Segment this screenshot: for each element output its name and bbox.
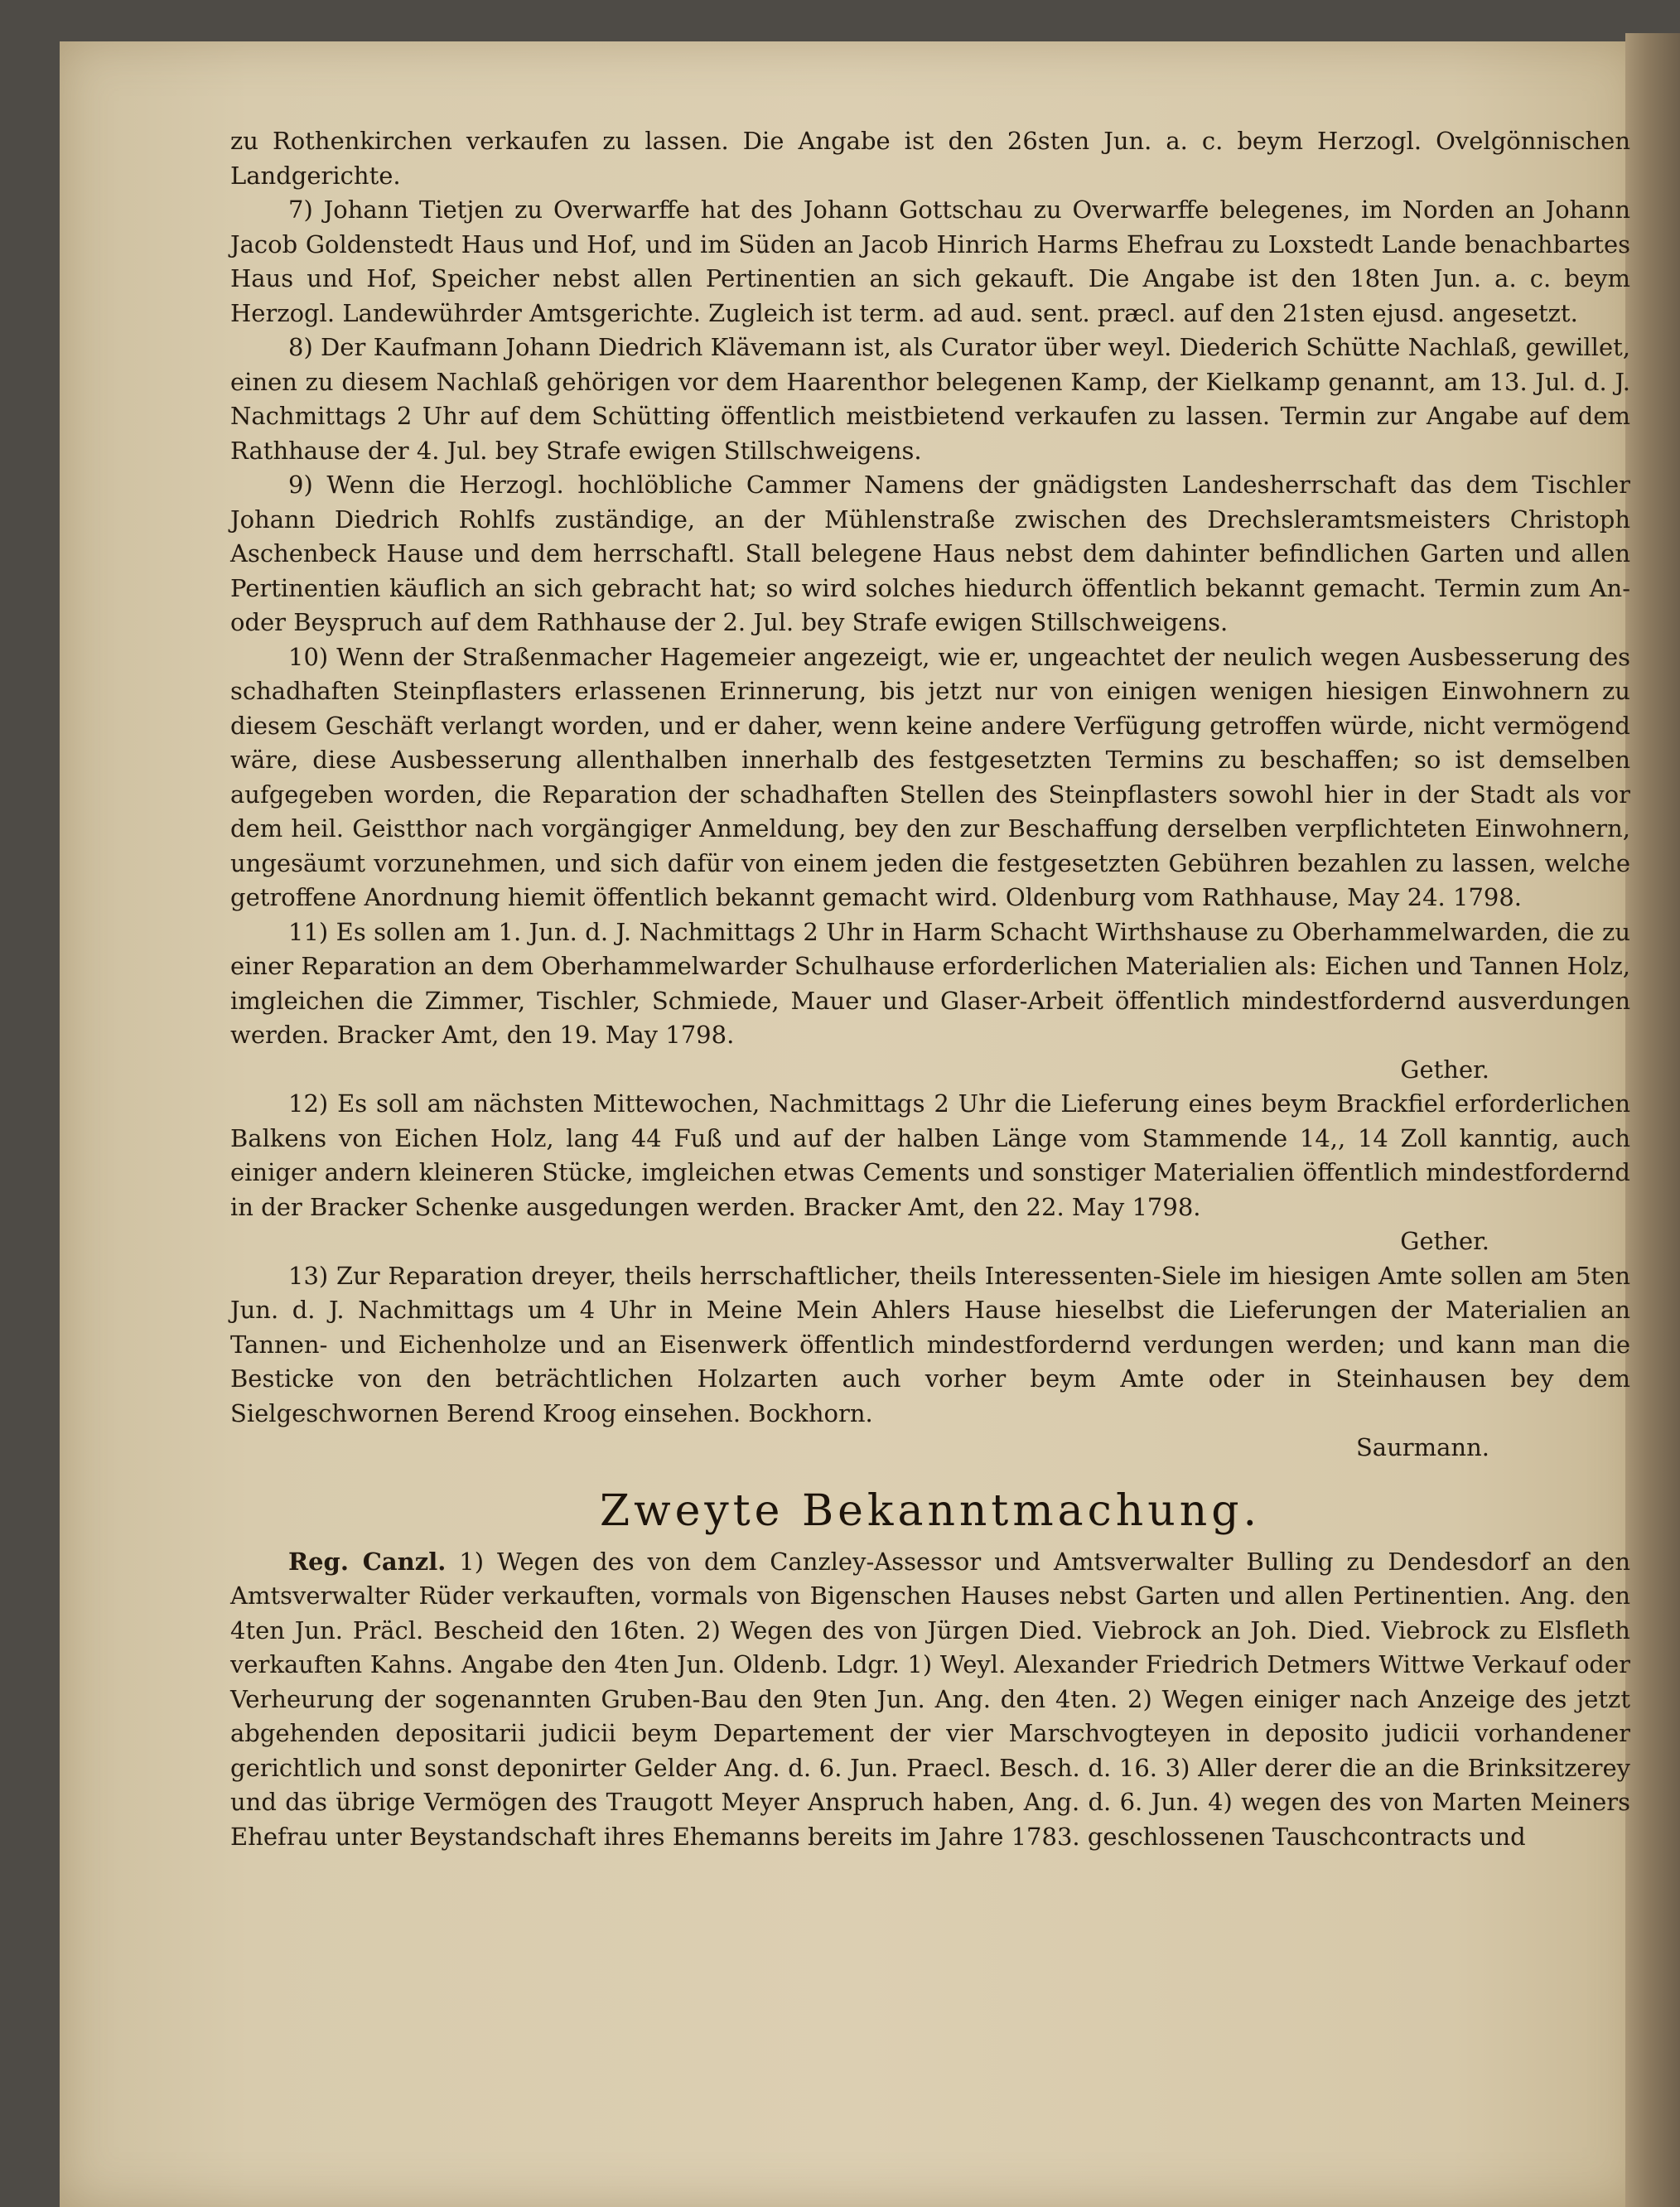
- paragraph-text: 7) Johann Tietjen zu Overwarffe hat des Johann Gottschau zu Overwarffe belegenes, im Norden an Johann Jacob Goldenstedt Haus und Hof, und im Süden an Jacob Hinrich Harms Ehefrau zu Loxstedt Lande benachbartes Haus und Hof, Speicher nebst allen Pertinentien an sich gekauft. Die Angabe ist den 18ten Jun. a. c. beym Herzogl. Landewührder Amtsgerichte. Zugleich ist term. ad aud. sent. præcl. auf den 21sten ejusd. angesetzt.: [230, 196, 1630, 327]
- signature: Saurmann.: [1355, 1433, 1489, 1461]
- paragraph-continuation: [230, 124, 1630, 193]
- paragraph-text: 13) Zur Reparation dreyer, theils herrschaftlicher, theils Interessenten-Siele im hiesigen Amte sollen am 5ten Jun. d. J. Nachmittags um 4 Uhr in Meine Mein Ahlers Hause hieselbst die Lieferungen der Materialien an Tannen- und Eichenholze und an Eisenwerk öffentlich mindestfordernd verdungen werden; und kann man die Besticke von den beträchtlichen Holzarten auch vorher beym Amte oder in Steinhausen bey dem Sielgeschwornen Berend Kroog einsehen. Bockhorn.: [230, 1261, 1630, 1427]
- paragraph-text: 9) Wenn die Herzogl. hochlöbliche Cammer Namens der gnädigsten Landesherrschaft das dem Tischler Johann Diedrich Rohlfs zuständige, an der Mühlenstraße zwischen des Drechsleramtsmeisters Christoph Aschenbeck Hause und dem herrschaftl. Stall belegene Haus nebst dem dahinter befindlichen Garten und allen Pertinentien käuflich an sich gebracht hat; so wird solches hiedurch öffentlich bekannt gemacht. Termin zum An- oder Beyspruch auf dem Rathhause der 2. Jul. bey Strafe ewigen Stillschweigens.: [230, 471, 1630, 636]
- paragraph-text: 10) Wenn der Straßenmacher Hagemeier angezeigt, wie er, ungeachtet der neulich wegen Ausbesserung des schadhaften Steinpflasters erlassenen Erinnerung, bis jetzt nur von einigen wenigen hiesigen Einwohnern zu diesem Geschäft verlangt worden, und er daher, wenn keine andere Verfügung getroffen würde, nicht vermögend wäre, diese Ausbesserung allenthalben innerhalb des festgesetzten Termins zu beschaffen; so ist demselben aufgegeben worden, die Reparation der schadhaften Stellen des Steinpflasters sowohl hier in der Stadt als vor dem heil. Geistthor nach vorgängiger Anmeldung, bey den zur Beschaffung derselben verpflichteten Einwohnern, ungesäumt vorzunehmen, und sich dafür von einem jeden die festgesetzten Gebühren bezahlen zu lassen, welche getroffene Anordnung hiemit öffentlich bekannt gemacht wird. Oldenburg vom Rathhause, May 24. 1798.: [230, 642, 1630, 911]
- notice-11: [230, 915, 1630, 1088]
- notice-9: [230, 468, 1630, 640]
- notice-8: [230, 331, 1630, 468]
- signature: Gether.: [1400, 1055, 1489, 1084]
- notice-13: [230, 1259, 1630, 1466]
- notice-12: [230, 1087, 1630, 1259]
- paragraph-text: 8) Der Kaufmann Johann Diedrich Klävemann ist, als Curator über weyl. Diederich Schütte Nachlaß, gewillet, einen zu diesem Nachlaß gehörigen vor dem Haarenthor belegenen Kamp, der Kielkamp genannt, am 13. Jul. d. J. Nachmittags 2 Uhr auf dem Schütting öffentlich meistbietend verkaufen zu lassen. Termin zur Angabe auf dem Rathhause der 4. Jul. bey Strafe ewigen Stillschweigens.: [230, 333, 1630, 465]
- notice-10: [230, 640, 1630, 915]
- section-heading: Zweyte Bekanntmachung.: [599, 1485, 1262, 1536]
- document-body: [230, 124, 1630, 1854]
- signature: Gether.: [1400, 1227, 1489, 1255]
- notice-7: [230, 193, 1630, 331]
- section-label: Reg. Canzl.: [288, 1547, 447, 1576]
- section-text: 1) Wegen des von dem Canzley-Assessor und Amtsverwalter Bulling zu Dendesdorf an den Amtsverwalter Rüder verkauften, vormals von Bigenschen Hauses nebst Garten und allen Pertinentien. Ang. den 4ten Jun. Präcl. Bescheid den 16ten. 2) Wegen des von Jürgen Died. Viebrock an Joh. Died. Viebrock zu Elsfleth verkauften Kahns. Angabe den 4ten Jun. Oldenb. Ldgr. 1) Weyl. Alexander Friedrich Detmers Wittwe Verkauf oder Verheurung der sogenannten Gruben-Bau den 9ten Jun. Ang. den 4ten. 2) Wegen einiger nach Anzeige des jetzt abgehenden depositarii judicii beym Departement der vier Marschvogteyen in deposito judicii vorhandener gerichtlich und sonst deponirter Gelder Ang. d. 6. Jun. Praecl. Besch. d. 16. 3) Aller derer die an die Brinksitzerey und das übrige Vermögen des Traugott Meyer Anspruch haben, Ang. d. 6. Jun. 4) wegen des von Marten Meiners Ehefrau unter Beystandschaft ihres Ehemanns bereits im Jahre 1783. geschlossenen Tauschcontracts und: [230, 1547, 1631, 1851]
- paragraph-text: 12) Es soll am nächsten Mittewochen, Nachmittags 2 Uhr die Lieferung eines beym Brackfiel erforderlichen Balkens von Eichen Holz, lang 44 Fuß und auf der halben Länge vom Stammende 14,, 14 Zoll kanntig, auch einiger andern kleineren Stücke, imgleichen etwas Cements und sonstiger Materialien öffentlich mindestfordernd in der Bracker Schenke ausgedungen werden. Bracker Amt, den 22. May 1798.: [230, 1089, 1630, 1221]
- paragraph-text: zu Rothenkirchen verkaufen zu lassen. Die Angabe ist den 26sten Jun. a. c. beym Herzogl. Ovelgönnischen Landgerichte.: [230, 127, 1630, 190]
- book-gutter: [1625, 33, 1680, 2207]
- final-section: [230, 1545, 1630, 1855]
- paragraph-text: 11) Es sollen am 1. Jun. d. J. Nachmittags 2 Uhr in Harm Schacht Wirthshause zu Oberhammelwarden, die zu einer Reparation an dem Oberhammelwarder Schulhause erforderlichen Materialien als: Eichen und Tannen Holz, imgleichen die Zimmer, Tischler, Schmiede, Mauer und Glaser-Arbeit öffentlich mindestfordernd ausverdungen werden. Bracker Amt, den 19. May 1798.: [230, 917, 1630, 1049]
